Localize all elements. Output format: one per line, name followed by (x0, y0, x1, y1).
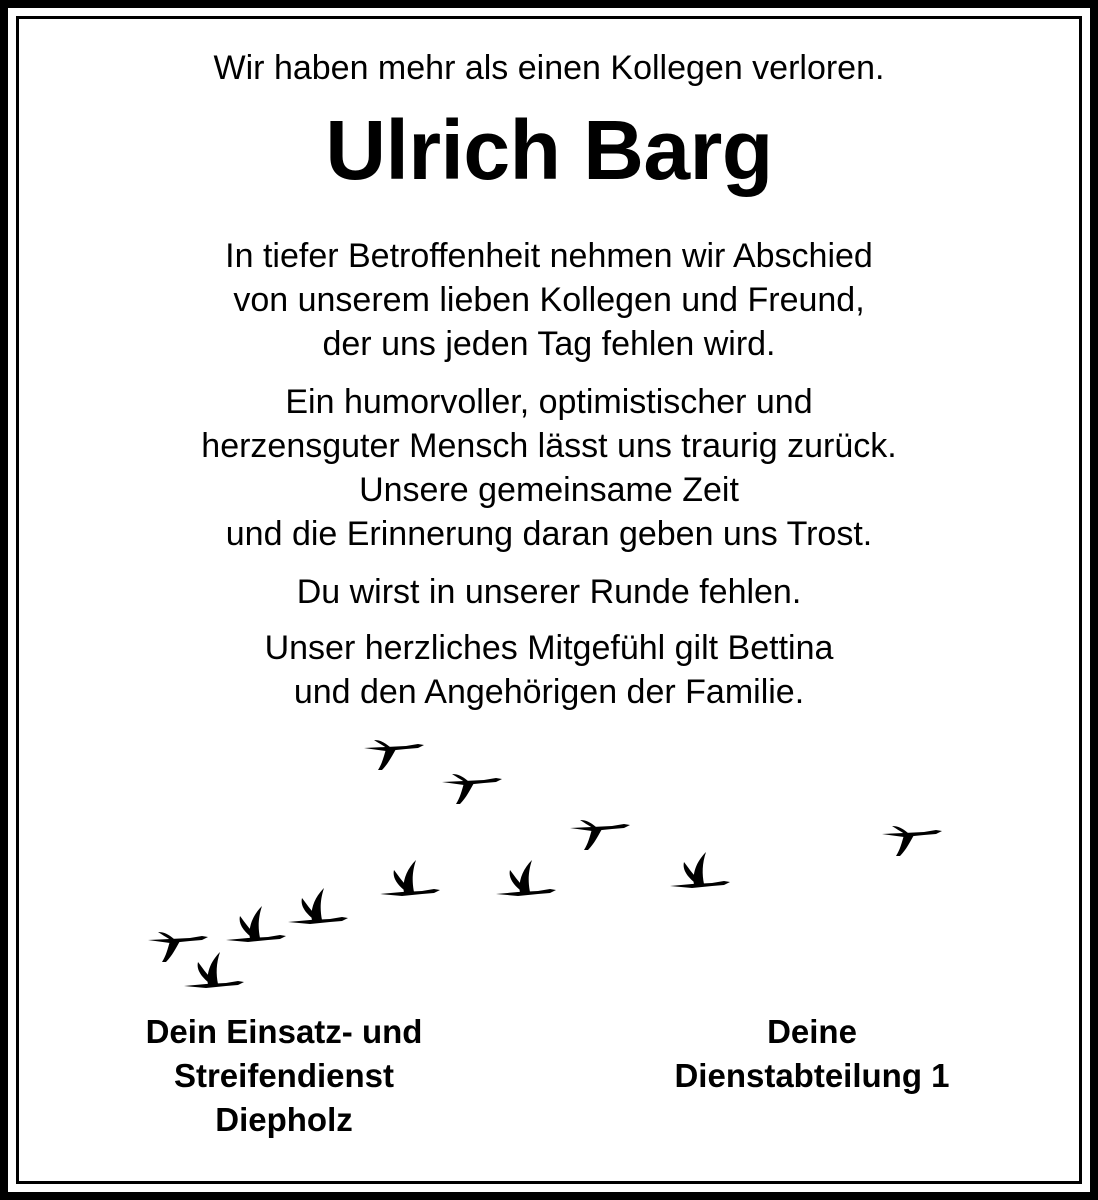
signature-line: Streifendienst (173, 1057, 395, 1094)
text-line: Ein humorvoller, optimistischer und (285, 383, 813, 421)
text-line: Unser herzliches Mitgefühl gilt Bettina (264, 629, 834, 667)
crane-icon (148, 932, 208, 962)
text-line: Unsere gemeinsame Zeit (359, 471, 739, 509)
crane-icon (380, 860, 440, 896)
crane-icon (226, 906, 286, 942)
text-line: der uns jeden Tag fehlen wird. (322, 325, 776, 363)
crane-icon (882, 826, 942, 856)
crane-icon (442, 774, 502, 804)
text-line: Du wirst in unserer Runde fehlen. (296, 573, 802, 611)
signature-left (84, 1010, 484, 1142)
crane-icon (184, 952, 244, 988)
deceased-name: Ulrich Barg (325, 103, 773, 197)
text-line: und den Angehörigen der Familie. (293, 673, 805, 711)
text-line: In tiefer Betroffenheit nehmen wir Abschied (225, 237, 873, 275)
signature-line: Deine (767, 1013, 857, 1050)
signature-right (612, 1010, 1012, 1098)
signature-line: Dienstabteilung 1 (674, 1057, 950, 1094)
signature-line: Diepholz (215, 1101, 353, 1138)
intro-line: Wir haben mehr als einen Kollegen verloren. (213, 49, 885, 87)
text-line: und die Erinnerung daran geben uns Trost. (225, 515, 873, 553)
signature-line: Dein Einsatz- und (145, 1013, 423, 1050)
crane-icon (496, 860, 556, 896)
crane-icon (670, 852, 730, 888)
crane-icon (364, 740, 424, 770)
text-line: herzensguter Mensch lässt uns traurig zurück. (201, 427, 897, 465)
crane-icon (288, 888, 348, 924)
crane-icon (570, 820, 630, 850)
text-line: von unserem lieben Kollegen und Freund, (233, 281, 865, 319)
